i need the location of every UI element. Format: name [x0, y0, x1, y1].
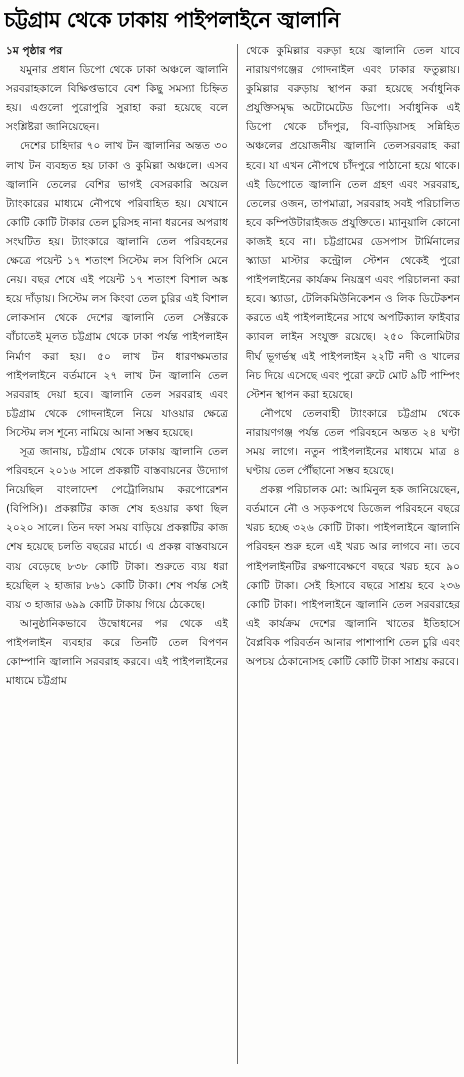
left-paragraph-2: দেশের চাহিদার ৭০ লাখ টন জ্বালানির অন্তত ৩০ লাখ টন ব্যবহৃত হয় ঢাকা ও কুমিল্লা অঞ্চলে। এসব জ্বালানি তেলের বেশির ভাগই বেসরকারি অয়েল ট্যাংকারের মাধ্যমে নৌপথে পরিবাহিত হয়। যেখানে কোটি কোটি টাকার তেল চুরিসহ নানা ধরনের অপরাধ সংঘটিত হয়। ট্যাংকারে জ্বালানি তেল পরিবহনের ক্ষেত্রে পয়েন্ট ১৭ শতাংশ সিস্টেম লস বিপিসি মেনে নেয়। বছর শেষে এই পয়েন্ট ১৭ শতাংশ বিশাল অঙ্ক হয়ে দাঁড়ায়। সিস্টেম লস কিংবা তেল চুরির এই বিশাল লোকসান থেকে দেশের জ্বালানি তেল সেক্টরকে বাঁচাতেই মূলত চট্টগ্রাম থেকে ঢাকা পর্যন্ত পাইপলাইন নির্মাণ করা হয়। ৫০ লাখ টন ধারণক্ষমতার পাইপলাইনে বর্তমানে ২৭ লাখ টন জ্বালানি তেল সরবরাহ দেয়া হবে। জ্বালানি তেল সরবরাহ এবং চট্টগ্রাম থেকে গোদনাইলে নিয়ে যাওয়ার ক্ষেত্রে সিস্টেম লস শূন্যে নামিয়ে আনা সম্ভব হয়েছে।: [6, 140, 228, 439]
headline: চট্টগ্রাম থেকে ঢাকায় পাইপলাইনে জ্বালানি: [4, 8, 340, 32]
right-column: [246, 42, 460, 1072]
column-divider: [237, 44, 238, 1064]
left-paragraph-4: আনুষ্ঠানিকভাবে উদ্বোধনের পর থেকে এই পাইপলাইন ব্যবহার করে তিনটি তেল বিপণন কোম্পানি জ্বালানি সরবরাহ করবে। এই পাইপলাইনের মাধ্যমে চট্টগ্রাম: [6, 617, 228, 688]
left-column: [6, 42, 228, 1072]
left-paragraph-3: সূত্র জানায়, চট্টগ্রাম থেকে ঢাকায় জ্বালানি তেল পরিবহনে ২০১৬ সালে প্রকল্পটি বাস্তবায়নের উদ্যোগ নিয়েছিল বাংলাদেশ পেট্রোলিয়াম করপোরেশন (বিপিসি)। প্রকল্পটির কাজ শেষ হওয়ার কথা ছিল ২০২০ সালে। তিন দফা সময় বাড়িয়ে প্রকল্পটির কাজ শেষ হয়েছে চলতি বছরের মার্চে। এ প্রকল্প বাস্তবায়নে ব্যয় বেড়েছে ৮৩৮ কোটি টাকা। শুরুতে ব্যয় ধরা হয়েছিল ২ হাজার ৮৬১ কোটি টাকা। শেষ পর্যন্ত সেই ব্যয় ৩ হাজার ৬৯৯ কোটি টাকায় গিয়ে ঠেকেছে।: [6, 445, 228, 611]
right-paragraph-1: থেকে কুমিল্লার বরুড়া হয়ে জ্বালানি তেল যাবে নারায়ণগঞ্জের গোদনাইল এবং ঢাকার ফতুল্লায়। কুমিল্লার বরুড়ায় স্থাপন করা হয়েছে সর্বাধুনিক প্রযুক্তিসমৃদ্ধ অটোমেটেড ডিপো। সর্বাধুনিক এই ডিপো থেকে চাঁদপুর, বি-বাড়িয়াসহ সন্নিহিত অঞ্চলের প্রয়োজনীয় জ্বালানি তেলসরবরাহ করা হবে। যা এখন নৌপথে চাঁদপুরে পাঠানো হয়ে থাকে। এই ডিপোতে জ্বালানি তেল গ্রহণ এবং সরবরাহ, তেলের ওজন, তাপমাত্রা, সরবরাহ সবই পরিচালিত হবে কম্পিউটারাইজড প্রযুক্তিতে। ম্যানুয়ালি কোনো কাজই হবে না। চট্টগ্রামের ডেসপাস টার্মিনালের স্ক্যাডা মাস্টার কন্ট্রোল স্টেশন থেকেই পুরো পাইপলাইনের কার্যক্রম নিয়ন্ত্রণ এবং পরিচালনা করা হবে। স্ক্যাডা, টেলিকমিউনিকেশন ও লিক ডিটেকশন করতে এই পাইপলাইনের সাথে অপটিক্যাল ফাইবার ক্যাবল লাইন সংযুক্ত রয়েছে। ২৫০ কিলোমিটার দীর্ঘ ভূগর্ভস্থ এই পাইপলাইন ২২টি নদী ও খালের নিচ দিয়ে এসেছে এবং পুরো রুটে মোট ৯টি পাম্পিং স্টেশন স্থাপন করা হয়েছে।: [246, 45, 460, 401]
continued-label: ১ম পৃষ্ঠার পর: [6, 45, 63, 57]
right-paragraph-3: প্রকল্প পরিচালক মো: আমিনুল হক জানিয়েছেন, বর্তমানে নৌ ও সড়কপথে ডিজেল পরিবহনে বছরে খরচ হচ্ছে ৩২৬ কোটি টাকা। পাইপলাইনে জ্বালানি পরিবহন শুরু হলে এই খরচ আর লাগবে না। তবে পাইপলাইনটির রক্ষণাবেক্ষণে বছরে খরচ হবে ৯০ কোটি টাকা। সেই হিসাবে বছরে সাশ্রয় হবে ২৩৬ কোটি টাকা। পাইপলাইনে জ্বালানি তেল সরবরাহের এই কার্যক্রম দেশের জ্বালানি খাতের ইতিহাসে বৈপ্লবিক পরিবর্তন আনার পাশাপাশি তেল চুরি এবং অপচয় ঠেকানোসহ কোটি কোটি টাকা সাশ্রয় করবে।: [246, 484, 460, 668]
left-paragraph-1: যমুনার প্রধান ডিপো থেকে ঢাকা অঞ্চলে জ্বালানি সরবরাহকালে বিক্ষিপ্তভাবে বেশ কিছু সমস্যা চিহ্নিত হয়। এগুলো পুরোপুরি সুরাহা করা হয়েছে বলে সংশ্লিষ্টরা জানিয়েছেন।: [6, 64, 228, 134]
right-paragraph-2: নৌপথে তেলবাহী ট্যাংকারে চট্টগ্রাম থেকে নারায়ণগঞ্জ পর্যন্ত তেল পরিবহনে অন্তত ২৪ ঘণ্টা সময় লাগে। নতুন পাইপলাইনের মাধ্যমে মাত্র ৪ ঘণ্টায় তেল পৌঁছানো সম্ভব হয়েছে।: [246, 407, 460, 478]
